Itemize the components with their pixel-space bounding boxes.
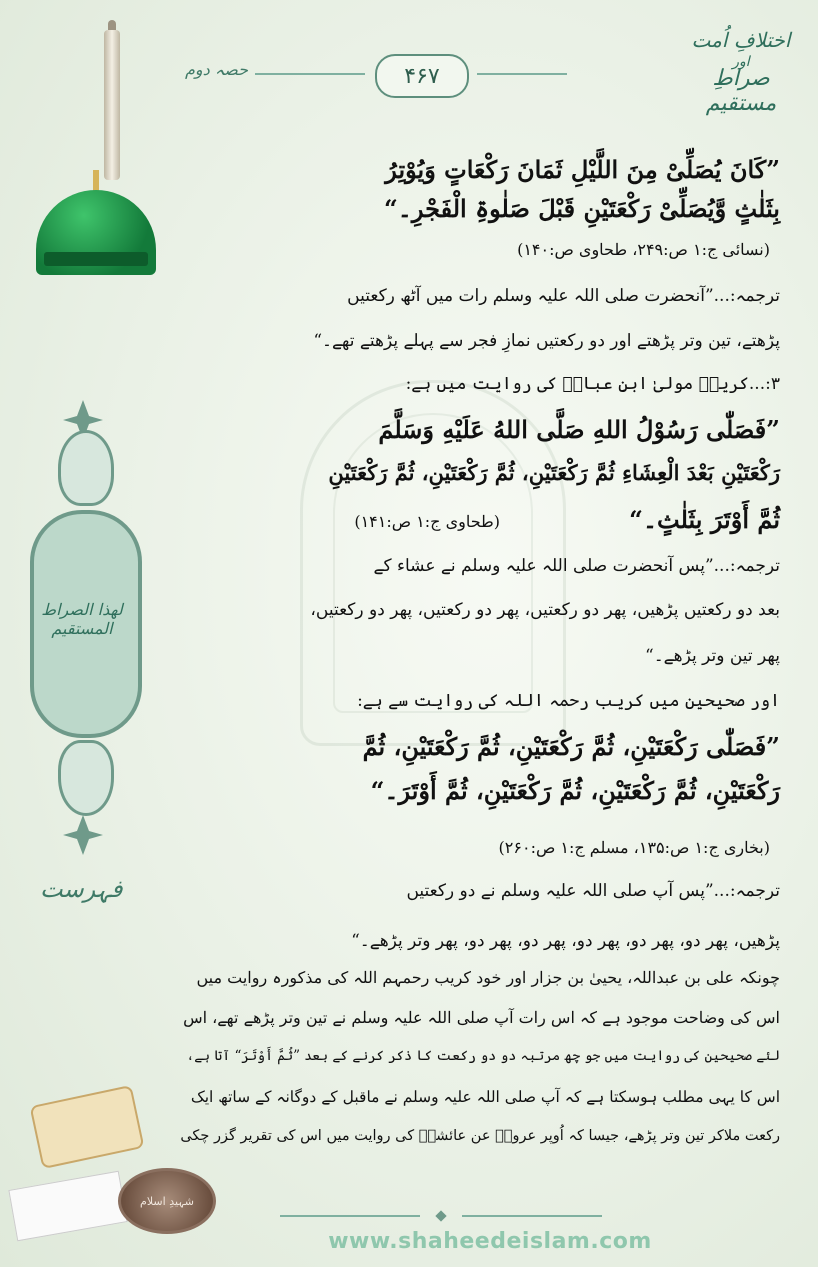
header-rule-right xyxy=(477,73,567,75)
footer-rule-right xyxy=(462,1215,602,1217)
text-line: بِثَلٰثٍ وَّیُصَلِّیْ رَکْعَتَیْنِ قَبْلَ صَلٰوۃِ الْفَجْرِ۔“ xyxy=(384,194,780,223)
shaheed-islam-seal[interactable] xyxy=(118,1168,216,1234)
seal-text: شہیدِ اسلام xyxy=(140,1194,194,1208)
green-dome-illustration xyxy=(20,20,160,270)
reference-line: (طحاوی ج:۱ ص:۱۴۱) xyxy=(354,512,500,531)
text-line: ۳:...کریبؒ مولیٰ ابنِ عباسؓ کی روایت میں ہے: xyxy=(405,374,780,394)
text-line: ”کَانَ یُصَلِّیْ مِنَ اللَّیْلِ ثَمَانَ رَکْعَاتٍ وَیُوْتِرُ xyxy=(385,155,780,184)
text-line: ”فَصَلّٰی رَسُوْلُ اللهِ صَلَّی اللهُ عَلَیْهِ وَسَلَّمَ xyxy=(378,415,780,444)
footer-rule-left xyxy=(280,1215,420,1217)
text-line: ”فَصَلّٰی رَکْعَتَیْنِ، ثُمَّ رَکْعَتَیْنِ، ثُمَّ رَکْعَتَیْنِ، ثُمَّ xyxy=(362,732,780,761)
footer-divider xyxy=(280,1212,610,1220)
book-title-line1: اختلافِ اُمت xyxy=(691,28,791,52)
text-line: چونکہ علی بن عبداللہ، یحییٰ بن جزار اور خود کریب رحمہم اللہ کی مذکورہ روایت میں xyxy=(196,968,780,987)
text-line: ترجمہ:...”پس آنحضرت صلی اللہ علیہ وسلم نے عشاء کے xyxy=(373,556,780,576)
book-title-line3: صراطِ مستقیم xyxy=(705,66,777,116)
dome-base xyxy=(44,252,148,266)
ornament-title: لھذا الصراط المستقیم xyxy=(41,600,123,638)
reference-line: (نسائی ج:۱ ص:۲۴۹، طحاوی ص:۱۴۰) xyxy=(517,240,770,259)
index-link[interactable]: فہرست xyxy=(40,875,123,903)
text-line: ترجمہ:...”پس آپ صلی اللہ علیہ وسلم نے دو رکعتیں xyxy=(406,881,780,901)
text-line: پھر تین وتر پڑھے۔“ xyxy=(645,646,780,666)
scroll-roll xyxy=(29,1085,144,1169)
text-line: بعد دو رکعتیں پڑھیں، پھر دو رکعتیں، پھر دو رکعتیں، پھر دو رکعتیں، xyxy=(310,600,780,620)
text-line: اور صحیحین میں کریب رحمہ اللہ کی روایت سے ہے: xyxy=(357,691,780,711)
text-line: پڑھتے، تین وتر پڑھتے اور دو رکعتیں نمازِ فجر سے پہلے پڑھتے تھے۔“ xyxy=(313,331,780,351)
minaret xyxy=(104,30,120,180)
text-line: اس کی وضاحت موجود ہے کہ اس رات آپ صلی اللہ علیہ وسلم نے تین وتر پڑھے تھے، اس xyxy=(183,1008,780,1027)
text-line: اس کا یہی مطلب ہوسکتا ہے کہ آپ صلی اللہ علیہ وسلم نے ماقبل کے دوگانہ کے ساتھ ایک xyxy=(190,1088,780,1106)
footer-diamond xyxy=(435,1210,446,1221)
book-title xyxy=(676,28,806,116)
header-rule-left xyxy=(255,73,365,75)
scroll-quill-illustration xyxy=(15,1085,145,1175)
text-line: رَکْعَتَیْنِ بَعْدَ الْعِشَاءِ ثُمَّ رَکْعَتَیْنِ، ثُمَّ رَکْعَتَیْنِ، ثُمَّ رَکْعَتَیْنِ xyxy=(328,460,780,485)
reference-line: (بخاری ج:۱ ص:۱۳۵، مسلم ج:۱ ص:۲۶۰) xyxy=(498,838,770,857)
section-label: حصہ دوم xyxy=(185,60,248,79)
ornament-bud-top xyxy=(58,430,114,506)
ornament-bud-bottom xyxy=(58,740,114,816)
page-number: ۴۶۷ xyxy=(375,54,469,98)
page-header xyxy=(185,50,655,100)
sidebar-ornament xyxy=(28,400,138,860)
text-line: لئے صحیحین کی روایت میں جو چھ مرتبہ دو دو رکعت کا ذکر کرنے کے بعد ”ثُمَّ أَوْتَرَ“ آتا ہے، xyxy=(186,1048,780,1064)
website-link[interactable]: www.shaheedeislam.com xyxy=(328,1229,652,1254)
book-title-line2: اور xyxy=(732,54,750,70)
text-line: ثُمَّ أَوْتَرَ بِثَلٰثٍ۔“ xyxy=(629,505,780,534)
text-line: رکعت ملاکر تین وتر پڑھے، جیسا کہ اُوپر عروہؒ عن عائشہؓ کی روایت میں اس کی تقریر گزر چکی xyxy=(180,1128,780,1144)
text-line: ترجمہ:...”آنحضرت صلی اللہ علیہ وسلم رات میں آٹھ رکعتیں xyxy=(347,286,780,306)
text-line: رَکْعَتَیْنِ، ثُمَّ رَکْعَتَیْنِ، ثُمَّ رَکْعَتَیْنِ، ثُمَّ أَوْتَرَ۔“ xyxy=(370,776,780,805)
ornament-star-bottom xyxy=(63,815,103,855)
text-line: پڑھیں، پھر دو، پھر دو، پھر دو، پھر دو، پھر دو، پھر وتر پڑھے۔“ xyxy=(351,931,780,951)
